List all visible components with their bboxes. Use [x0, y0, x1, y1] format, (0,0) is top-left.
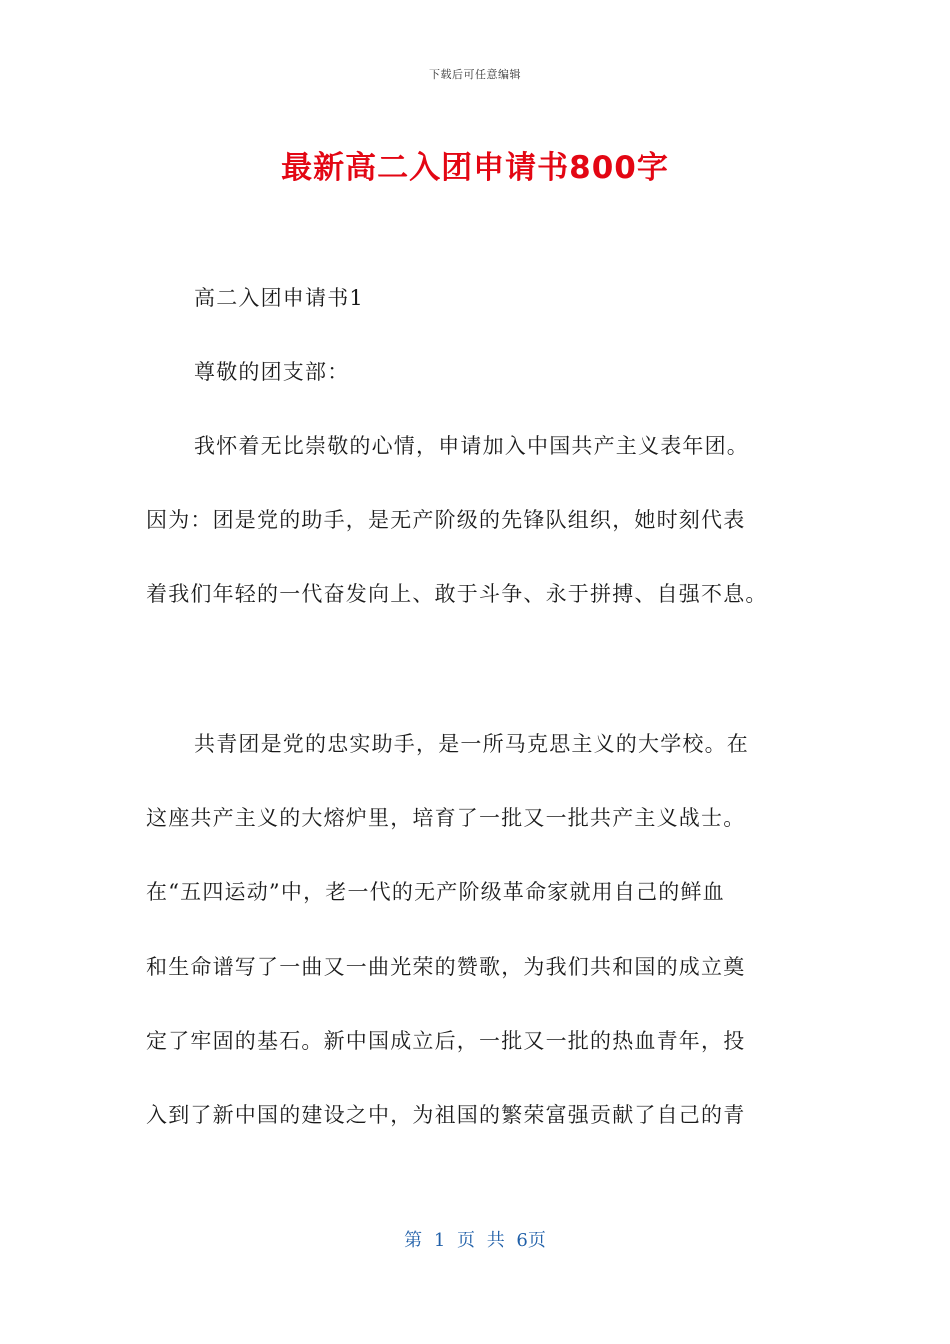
paragraph-line: 这座共产主义的大熔炉里，培育了一批又一批共产主义战士。	[146, 806, 746, 830]
paragraph-line: 因为：团是党的助手，是无产阶级的先锋队组织，她时刻代表	[146, 508, 746, 532]
paragraph-line: 和生命谱写了一曲又一曲光荣的赞歌，为我们共和国的成立奠	[146, 955, 746, 979]
paragraph-line: 入到了新中国的建设之中，为祖国的繁荣富强贡献了自己的青	[146, 1103, 746, 1127]
page-number: 第 1 页 共 6页	[404, 1230, 546, 1251]
paragraph-line: 定了牢固的基石。新中国成立后，一批又一批的热血青年，投	[146, 1029, 746, 1053]
section-heading: 高二入团申请书1	[194, 286, 364, 310]
download-note: 下载后可任意编辑	[429, 68, 521, 81]
salutation: 尊敬的团支部：	[194, 360, 350, 384]
paragraph-line: 共青团是党的忠实助手，是一所马克思主义的大学校。在	[194, 732, 749, 756]
paragraph-line: 着我们年轻的一代奋发向上、敢于斗争、永于拼搏、自强不息。	[146, 582, 768, 606]
document-title: 最新高二入团申请书800字	[281, 150, 669, 186]
paragraph-line: 我怀着无比崇敬的心情，申请加入中国共产主义表年团。	[194, 434, 749, 458]
paragraph-line: 在“五四运动”中，老一代的无产阶级革命家就用自己的鲜血	[146, 880, 725, 904]
